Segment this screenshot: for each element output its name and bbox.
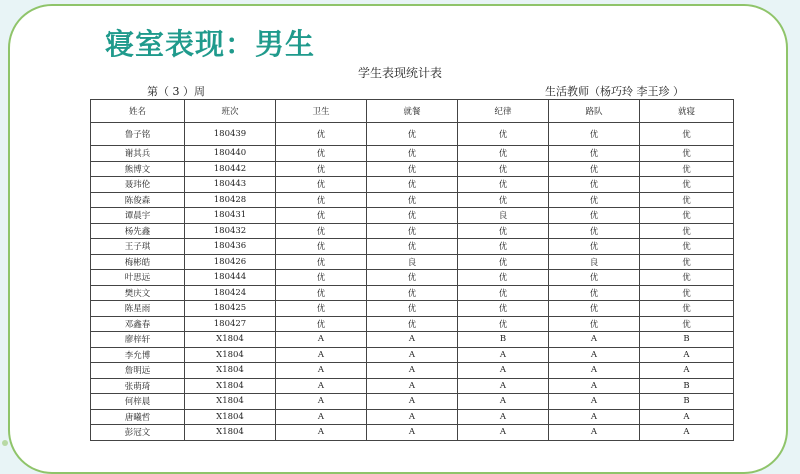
cell-dining: 优 (367, 285, 458, 301)
cell-name: 詹明远 (91, 363, 185, 379)
cell-discipline: 优 (458, 161, 549, 177)
cell-name: 聂玮伦 (91, 177, 185, 193)
cell-sleep: 优 (640, 123, 734, 146)
cell-queue: A (549, 363, 640, 379)
cell-queue: 优 (549, 301, 640, 317)
column-header-hygiene: 卫生 (276, 100, 367, 123)
cell-sleep: 优 (640, 177, 734, 193)
cell-dining: 优 (367, 270, 458, 286)
cell-class: X1804 (185, 409, 276, 425)
cell-sleep: 优 (640, 301, 734, 317)
table-row (91, 239, 734, 255)
cell-name: 邓鑫春 (91, 316, 185, 332)
cell-class: 180442 (185, 161, 276, 177)
table-row (91, 192, 734, 208)
cell-sleep: 优 (640, 285, 734, 301)
cell-name: 熊博文 (91, 161, 185, 177)
cell-queue: 优 (549, 223, 640, 239)
cell-discipline: 优 (458, 192, 549, 208)
cell-name: 谭晨宇 (91, 208, 185, 224)
cell-class: 180428 (185, 192, 276, 208)
cell-hygiene: A (276, 378, 367, 394)
cell-hygiene: A (276, 425, 367, 441)
table-body (91, 123, 734, 441)
cell-name: 张萌琦 (91, 378, 185, 394)
column-header-class: 班次 (185, 100, 276, 123)
table-row (91, 332, 734, 348)
cell-hygiene: 优 (276, 161, 367, 177)
cell-class: 180431 (185, 208, 276, 224)
cell-dining: A (367, 363, 458, 379)
cell-sleep: B (640, 332, 734, 348)
cell-discipline: 优 (458, 316, 549, 332)
cell-dining: 优 (367, 177, 458, 193)
cell-dining: 优 (367, 301, 458, 317)
cell-sleep: 优 (640, 316, 734, 332)
cell-name: 李允博 (91, 347, 185, 363)
table-row (91, 177, 734, 193)
cell-dining: A (367, 409, 458, 425)
cell-name: 鲁子铭 (91, 123, 185, 146)
cell-discipline: 优 (458, 270, 549, 286)
column-header-sleep: 就寝 (640, 100, 734, 123)
cell-discipline: 良 (458, 208, 549, 224)
cell-queue: 优 (549, 161, 640, 177)
cell-class: X1804 (185, 347, 276, 363)
cell-queue: 优 (549, 316, 640, 332)
cell-hygiene: A (276, 394, 367, 410)
table-row (91, 316, 734, 332)
cell-sleep: 优 (640, 239, 734, 255)
cell-queue: 优 (549, 192, 640, 208)
cell-queue: A (549, 409, 640, 425)
cell-dining: 优 (367, 316, 458, 332)
cell-sleep: 优 (640, 223, 734, 239)
cell-discipline: A (458, 409, 549, 425)
table-row (91, 301, 734, 317)
cell-sleep: 优 (640, 161, 734, 177)
cell-sleep: 优 (640, 270, 734, 286)
cell-class: X1804 (185, 378, 276, 394)
cell-hygiene: 优 (276, 316, 367, 332)
cell-class: X1804 (185, 332, 276, 348)
cell-hygiene: 优 (276, 208, 367, 224)
cell-hygiene: 优 (276, 192, 367, 208)
cell-queue: 优 (549, 177, 640, 193)
cell-discipline: 优 (458, 123, 549, 146)
cell-queue: A (549, 425, 640, 441)
cell-queue: A (549, 378, 640, 394)
cell-name: 叶思远 (91, 270, 185, 286)
table-row (91, 123, 734, 146)
cell-discipline: A (458, 378, 549, 394)
cell-name: 唐曦哲 (91, 409, 185, 425)
cell-queue: A (549, 394, 640, 410)
cell-sleep: B (640, 394, 734, 410)
cell-hygiene: 优 (276, 146, 367, 162)
cell-sleep: A (640, 363, 734, 379)
cell-discipline: A (458, 347, 549, 363)
cell-name: 陈星雨 (91, 301, 185, 317)
cell-class: 180443 (185, 177, 276, 193)
cell-dining: A (367, 394, 458, 410)
cell-name: 谢其兵 (91, 146, 185, 162)
cell-name: 陈俊森 (91, 192, 185, 208)
table-row (91, 285, 734, 301)
table-row (91, 378, 734, 394)
teacher-label: 生活教师（杨巧玲 李王珍 ） (545, 85, 684, 98)
cell-hygiene: 优 (276, 223, 367, 239)
cell-discipline: A (458, 394, 549, 410)
cell-name: 樊庆文 (91, 285, 185, 301)
cell-class: 180424 (185, 285, 276, 301)
cell-dining: 优 (367, 192, 458, 208)
cell-name: 廖梓轩 (91, 332, 185, 348)
cell-sleep: 优 (640, 254, 734, 270)
cell-discipline: 优 (458, 223, 549, 239)
cell-hygiene: A (276, 409, 367, 425)
cell-sleep: 优 (640, 146, 734, 162)
cell-discipline: A (458, 425, 549, 441)
table-row (91, 363, 734, 379)
cell-dining: A (367, 425, 458, 441)
table-row (91, 394, 734, 410)
table-row (91, 347, 734, 363)
cell-name: 何梓晨 (91, 394, 185, 410)
table-row (91, 161, 734, 177)
cell-class: 180444 (185, 270, 276, 286)
cell-hygiene: A (276, 347, 367, 363)
cell-class: 180439 (185, 123, 276, 146)
cell-discipline: A (458, 363, 549, 379)
cell-dining: A (367, 378, 458, 394)
cell-class: 180425 (185, 301, 276, 317)
table-row (91, 254, 734, 270)
cell-queue: 优 (549, 239, 640, 255)
cell-discipline: B (458, 332, 549, 348)
week-label: 第（ 3 ）周 (147, 85, 205, 98)
cell-queue: 良 (549, 254, 640, 270)
table-row (91, 208, 734, 224)
table-header-row (91, 100, 734, 123)
cell-class: X1804 (185, 394, 276, 410)
column-header-discipline: 纪律 (458, 100, 549, 123)
cell-dining: 优 (367, 123, 458, 146)
cell-name: 梅彬皓 (91, 254, 185, 270)
cell-hygiene: 优 (276, 285, 367, 301)
cell-sleep: 优 (640, 208, 734, 224)
table-row (91, 270, 734, 286)
cell-class: 180432 (185, 223, 276, 239)
cell-hygiene: A (276, 332, 367, 348)
cell-dining: 良 (367, 254, 458, 270)
cell-name: 彭冠文 (91, 425, 185, 441)
cell-dining: 优 (367, 146, 458, 162)
cell-discipline: 优 (458, 254, 549, 270)
cell-queue: 优 (549, 270, 640, 286)
cell-class: X1804 (185, 425, 276, 441)
cell-class: 180427 (185, 316, 276, 332)
column-header-name: 姓名 (91, 100, 185, 123)
decorative-dot (2, 440, 8, 446)
column-header-queue: 路队 (549, 100, 640, 123)
cell-dining: 优 (367, 161, 458, 177)
cell-hygiene: A (276, 363, 367, 379)
slide-title: 寝室表现：男生 (105, 27, 316, 61)
cell-sleep: 优 (640, 192, 734, 208)
cell-hygiene: 优 (276, 123, 367, 146)
cell-sleep: A (640, 409, 734, 425)
cell-discipline: 优 (458, 177, 549, 193)
cell-name: 王子琪 (91, 239, 185, 255)
cell-discipline: 优 (458, 285, 549, 301)
cell-class: 180436 (185, 239, 276, 255)
cell-class: 180440 (185, 146, 276, 162)
cell-discipline: 优 (458, 146, 549, 162)
cell-dining: A (367, 347, 458, 363)
cell-queue: A (549, 332, 640, 348)
cell-hygiene: 优 (276, 177, 367, 193)
table-row (91, 409, 734, 425)
cell-class: 180426 (185, 254, 276, 270)
cell-queue: 优 (549, 123, 640, 146)
table-row (91, 425, 734, 441)
cell-hygiene: 优 (276, 239, 367, 255)
cell-queue: A (549, 347, 640, 363)
student-stats-table (90, 99, 734, 441)
cell-name: 杨先鑫 (91, 223, 185, 239)
cell-sleep: A (640, 425, 734, 441)
cell-queue: 优 (549, 208, 640, 224)
cell-hygiene: 优 (276, 270, 367, 286)
cell-dining: 优 (367, 239, 458, 255)
table-caption: 学生表现统计表 (357, 66, 442, 80)
column-header-dining: 就餐 (367, 100, 458, 123)
table-row (91, 223, 734, 239)
cell-discipline: 优 (458, 239, 549, 255)
cell-hygiene: 优 (276, 254, 367, 270)
cell-sleep: A (640, 347, 734, 363)
cell-queue: 优 (549, 285, 640, 301)
cell-discipline: 优 (458, 301, 549, 317)
cell-dining: A (367, 332, 458, 348)
cell-sleep: B (640, 378, 734, 394)
cell-class: X1804 (185, 363, 276, 379)
cell-hygiene: 优 (276, 301, 367, 317)
cell-queue: 优 (549, 146, 640, 162)
cell-dining: 优 (367, 223, 458, 239)
table-row (91, 146, 734, 162)
cell-dining: 优 (367, 208, 458, 224)
